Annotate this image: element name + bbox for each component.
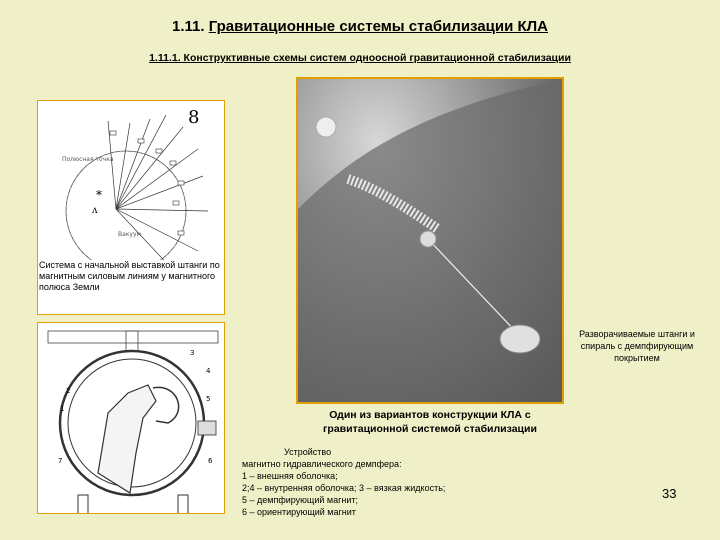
slide-title	[0, 18, 720, 35]
glyph-label: 8	[188, 107, 200, 128]
star-mark: *	[96, 188, 102, 202]
damper-caption-heading: Устройство	[284, 447, 332, 457]
svg-text:5: 5	[206, 395, 211, 403]
damper-caption	[242, 446, 452, 518]
damper-caption-line: магнитно гидравлического демпфера:	[242, 459, 402, 469]
damper-drawing	[38, 323, 225, 514]
photo-side-caption: Разворачиваемые штанги и спираль с демпфирующим покрытием	[579, 329, 695, 363]
svg-text:3: 3	[190, 349, 195, 357]
svg-text:4: 4	[206, 367, 211, 375]
svg-text:7: 7	[58, 457, 63, 465]
damper-caption-line: 6 – ориентирующий магнит	[242, 507, 356, 517]
damper-diagram	[37, 322, 225, 514]
title-text: Гравитационные системы стабилизации КЛА	[208, 18, 548, 35]
title-number: 1.11.	[171, 18, 205, 35]
damper-caption-line: 2;4 – внутренняя оболочка; 3 – вязкая жидкость; 5 – демпфирующий магнит;	[242, 483, 446, 505]
photo-caption: Один из вариантов конструкции КЛА с гравитационной системой стабилизации	[323, 409, 537, 435]
satellite-photo	[296, 77, 564, 404]
page-number: 33	[662, 486, 677, 501]
svg-text:2: 2	[66, 387, 71, 395]
earth-dashed	[66, 151, 186, 271]
axis-mark: ʌ	[92, 205, 98, 216]
satellite-photo-drawing	[298, 79, 562, 402]
svg-text:6: 6	[208, 457, 213, 465]
svg-text:1: 1	[60, 405, 65, 413]
damper-caption-line: 1 – внешняя оболочка;	[242, 471, 338, 481]
tip-mass	[316, 117, 336, 137]
earth-circle	[66, 151, 186, 271]
vacuum-label: Вакуум	[118, 231, 142, 238]
magnetic-caption: Система с начальной выставкой штанги по магнитным силовым линиям у магнитного полюса Земли	[39, 260, 223, 293]
main-body	[500, 325, 540, 353]
mid-body	[420, 231, 436, 247]
slide-subtitle: 1.11.1. Конструктивные схемы систем одноосной гравитационной стабилизации	[149, 52, 571, 64]
pole-label: Полюсная точка	[62, 156, 114, 163]
